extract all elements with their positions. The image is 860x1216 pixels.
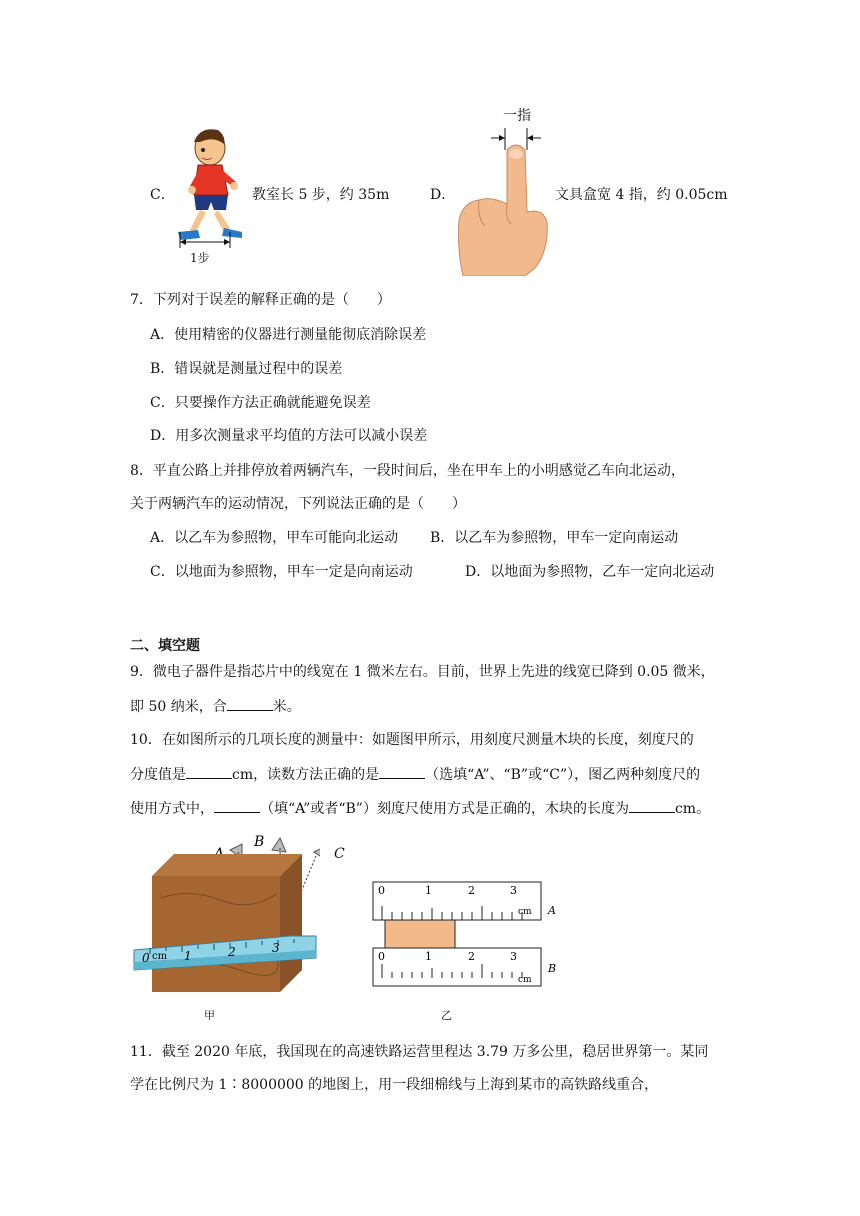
q7-option-b: B．错误就是测量过程中的误差 — [150, 361, 343, 377]
q8-option-a: A．以乙车为参照物，甲车可能向北运动 — [150, 530, 399, 546]
q7-stem: 7．下列对于误差的解释正确的是（ ） — [130, 292, 391, 308]
q9-line1: 9．微电子器件是指芯片中的线宽在 1 微米左右。目前，世界上先进的线宽已降到 0.05 微米， — [130, 664, 715, 680]
yi-b-tick-1: 1 — [425, 950, 432, 963]
q8-stem-line1: 8．平直公路上并排停放着两辆汽车，一段时间后，坐在甲车上的小明感觉乙车向北运动， — [130, 463, 685, 479]
figure-jia — [130, 828, 320, 1028]
eye-label-b: B — [254, 834, 265, 850]
jia-tick-2: 2 — [228, 945, 236, 959]
q7-option-a: A．使用精密的仪器进行测量能彻底消除误差 — [150, 327, 427, 343]
q9-line2 — [130, 696, 301, 717]
q6-option-d-letter: D． — [430, 187, 456, 203]
q8-option-d: D．以地面为参照物，乙车一定向北运动 — [465, 564, 715, 580]
yi-a-tick-2: 2 — [468, 884, 475, 897]
walking-boy-figure — [170, 120, 252, 270]
eye-label-c: C — [334, 846, 345, 862]
yi-a-tick-1: 1 — [425, 884, 432, 897]
step-label: 1步 — [190, 251, 210, 265]
yi-b-tick-3: 3 — [510, 950, 517, 963]
q10-blank-3[interactable] — [214, 798, 260, 813]
q10-text-a: 分度值是 — [130, 767, 186, 783]
q8-option-c: C．以地面为参照物，甲车一定是向南运动 — [150, 564, 413, 580]
jia-tick-3: 3 — [272, 941, 280, 955]
jia-tick-1: 1 — [184, 949, 192, 963]
q7-option-c: C．只要操作方法正确就能避免误差 — [150, 395, 371, 411]
jia-unit: cm — [152, 951, 168, 962]
q10-text-d: 使用方式中， — [130, 801, 214, 817]
q10-line3 — [130, 798, 710, 819]
q10-line2 — [130, 764, 700, 785]
yi-a-tick-0: 0 — [378, 884, 385, 897]
q6-option-c-letter: C． — [150, 187, 175, 203]
q9-text-a: 即 50 纳米，合 — [130, 699, 227, 715]
q11-line2: 学在比例尺为 1∶8000000 的地图上，用一段细棉线与上海到某市的高铁路线重合， — [130, 1077, 659, 1093]
q8-option-b: B．以乙车为参照物，甲车一定向南运动 — [430, 530, 679, 546]
finger-label: 一指 — [503, 108, 531, 124]
section-heading: 二、填空题 — [130, 638, 200, 654]
figure-jia-caption: 甲 — [204, 1009, 215, 1022]
yi-b-tick-2: 2 — [468, 950, 475, 963]
q10-line1: 10．在如图所示的几项长度的测量中：如题图甲所示，用刻度尺测量木块的长度，刻度尺的 — [130, 732, 694, 748]
eye-b-icon — [272, 838, 286, 852]
finger-hand-figure — [455, 100, 555, 276]
q11-line1: 11．截至 2020 年底，我国现在的高速铁路运营里程达 3.79 万多公里，稳居世界第一。某同 — [130, 1044, 709, 1060]
q9-text-b: 米。 — [272, 699, 301, 715]
q10-text-e: （填“A”或者“B”）刻度尺使用方式是正确的，木块的长度为 — [260, 801, 629, 817]
figure-yi-caption: 乙 — [441, 1009, 452, 1022]
q9-answer-blank[interactable] — [227, 696, 273, 711]
yi-a-unit: cm — [518, 907, 532, 917]
q7-option-d: D．用多次测量求平均值的方法可以减小误差 — [150, 428, 428, 444]
yi-b-label: B — [548, 962, 557, 975]
figure-yi — [368, 878, 562, 996]
q6-option-c-text: 教室长 5 步，约 35m — [252, 187, 390, 203]
q10-text-c: （选填“A”、“B”或“C”），图乙两种刻度尺的 — [425, 767, 701, 783]
jia-tick-0: 0 — [142, 951, 150, 965]
yi-a-tick-3: 3 — [510, 884, 517, 897]
eye-c-icon — [314, 846, 320, 860]
q10-blank-4[interactable] — [629, 798, 675, 813]
q10-blank-2[interactable] — [379, 764, 425, 779]
yi-b-unit: cm — [518, 975, 532, 985]
q10-text-b: cm，读数方法正确的是 — [232, 767, 380, 783]
q10-blank-1[interactable] — [186, 764, 232, 779]
yi-a-label: A — [548, 904, 556, 917]
q8-stem-line2: 关于两辆汽车的运动情况，下列说法正确的是（ ） — [130, 496, 466, 512]
q6-option-d-text: 文具盒宽 4 指，约 0.05cm — [555, 187, 728, 203]
yi-b-tick-0: 0 — [378, 950, 385, 963]
q10-text-f: cm。 — [674, 801, 711, 817]
